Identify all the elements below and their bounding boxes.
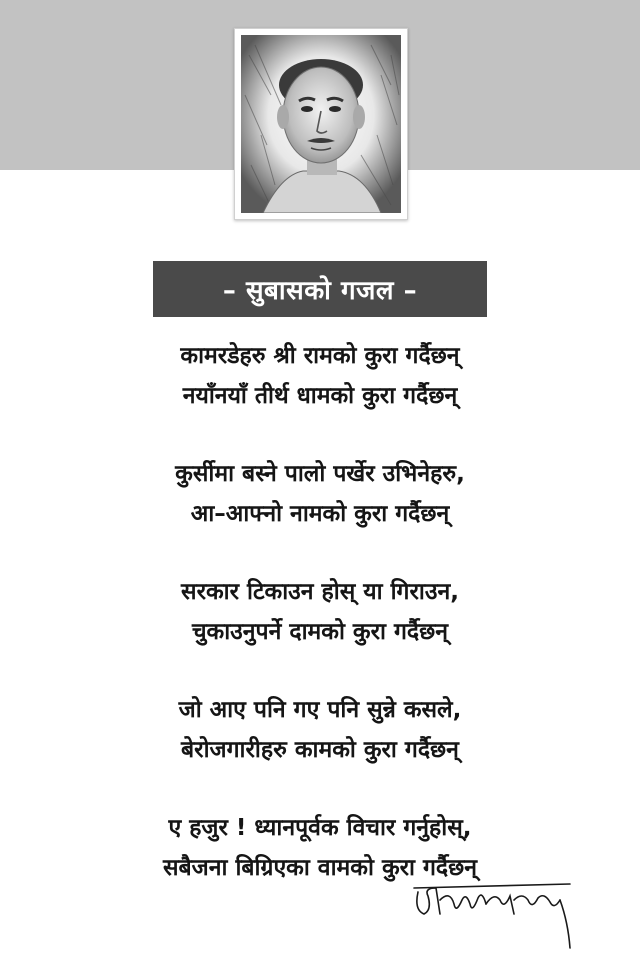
stanza — [60, 336, 580, 416]
poem-line: सबैजना बिग्रिएका वामको कुरा गर्दैछन् — [162, 855, 478, 881]
signature-scribble — [410, 870, 580, 950]
poem-line: जो आए पनि गए पनि सुन्ने कसले, — [178, 697, 462, 723]
portrait-sketch — [241, 35, 401, 213]
poem-line: बेरोजगारीहरु कामको कुरा गर्दैछन् — [181, 737, 459, 763]
ghazal-body — [60, 336, 580, 888]
poem-line: चुकाउनुपर्ने दामको कुरा गर्दैछन् — [191, 619, 449, 645]
poem-line: आ–आफ्नो नामको कुरा गर्दैछन् — [190, 501, 450, 527]
stanza — [60, 572, 580, 652]
poem-line: ए हजुर ! ध्यानपूर्वक विचार गर्नुहोस्, — [168, 815, 472, 841]
author-signature — [410, 870, 580, 954]
author-portrait — [234, 28, 408, 220]
stanza — [60, 690, 580, 770]
poem-line: नयाँनयाँ तीर्थ धामको कुरा गर्दैछन् — [182, 383, 458, 409]
stanza — [60, 454, 580, 534]
poem-line: सरकार टिकाउन होस् या गिराउन, — [181, 579, 459, 605]
poem-line: कुर्सीमा बस्ने पालो पर्खेर उभिनेहरु, — [175, 461, 465, 487]
poem-line: कामरडेहरु श्री रामको कुरा गर्दैछन् — [180, 343, 460, 369]
poem-title: – सुबासको गजल – — [153, 261, 487, 317]
